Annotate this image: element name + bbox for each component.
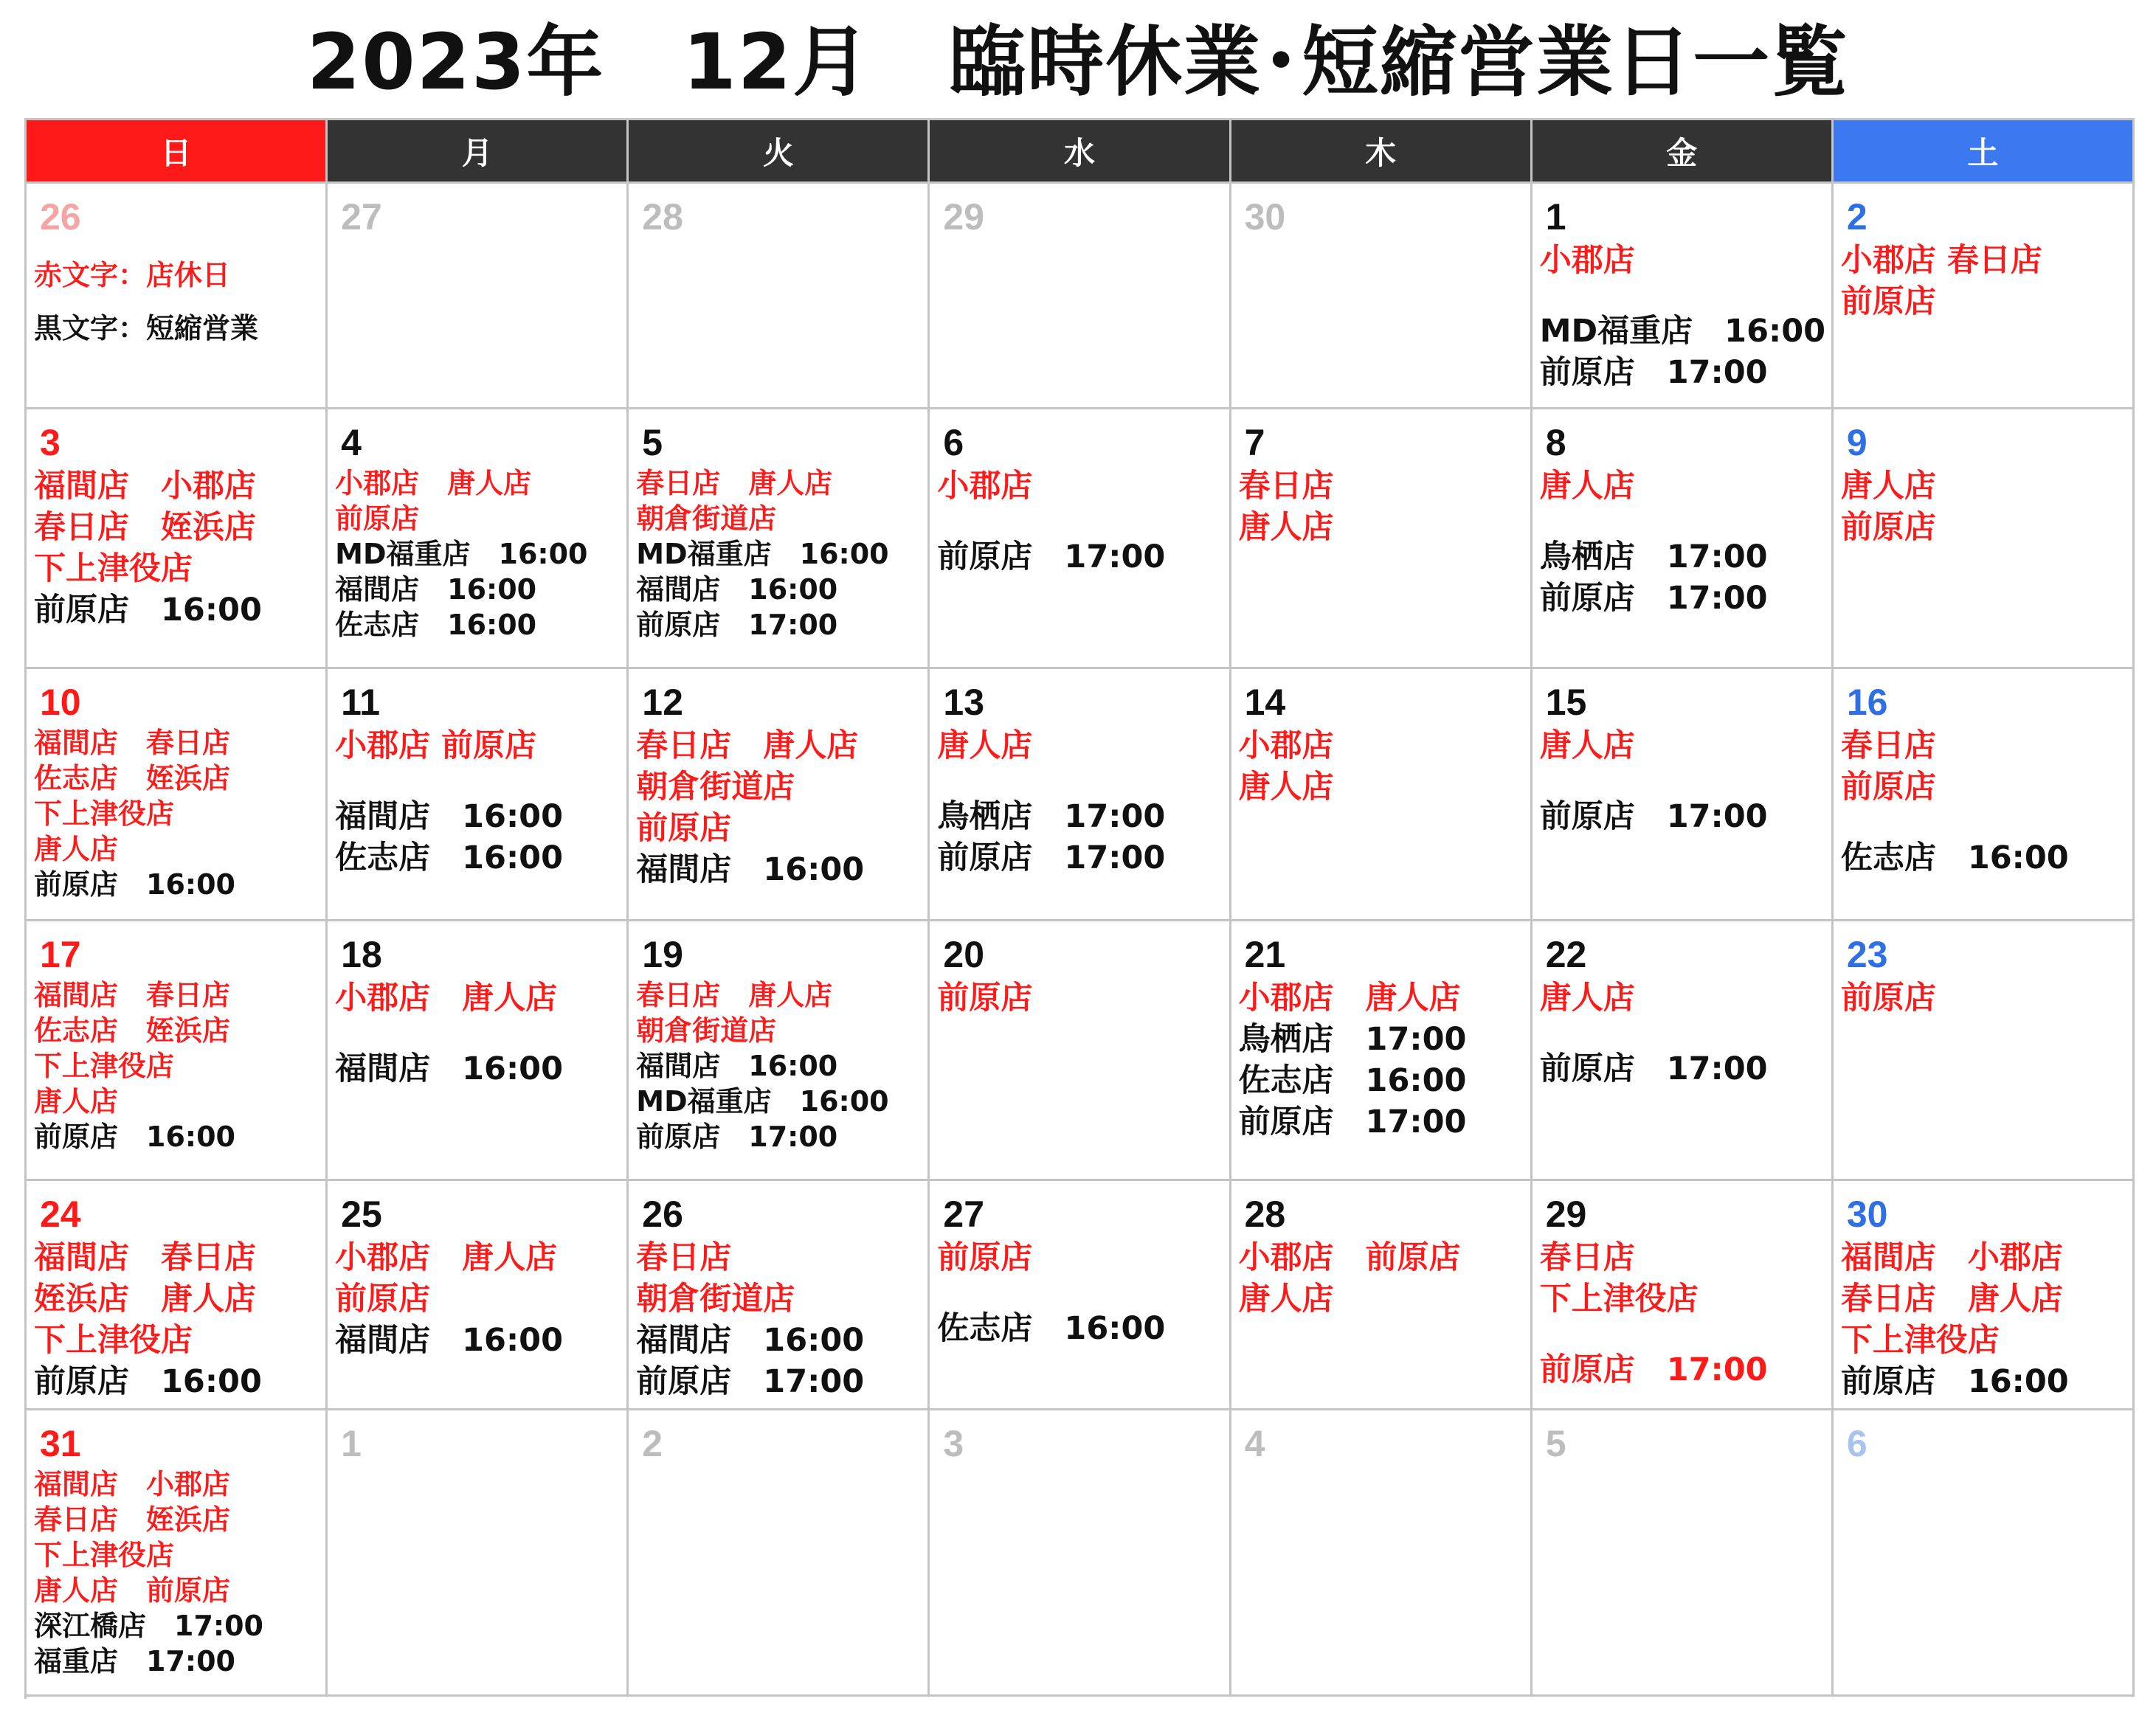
short-hours-text: 佐志店 16:00 — [937, 1310, 1166, 1347]
closed-stores-text: 赤文字：店休日 — [34, 259, 231, 291]
closed-stores-text: 唐人店 — [1840, 468, 1936, 505]
closed-stores-text: 唐人店 — [1238, 509, 1334, 546]
day-cell — [1533, 921, 1834, 1181]
closed-stores-text: 下上津役店 — [34, 1539, 175, 1571]
day-number: 29 — [1545, 1194, 1587, 1235]
spacer — [937, 507, 1229, 536]
day-cell — [1231, 409, 1533, 669]
closed-stores-text: 小郡店 — [1238, 727, 1334, 764]
short-hours-text: 佐志店 16:00 — [335, 609, 537, 641]
day-number: 13 — [943, 682, 985, 723]
weekday-header-friday: 金 — [1533, 120, 1834, 184]
closed-stores-text: 前原店 — [1840, 283, 1936, 320]
day-cell — [27, 1410, 328, 1697]
day-cell — [1231, 1181, 1533, 1410]
closed-stores-text: 福間店 小郡店 — [34, 468, 256, 505]
day-cell — [328, 1181, 629, 1410]
day-cell — [328, 409, 629, 669]
short-hours-text: 前原店 17:00 — [636, 1363, 865, 1400]
closed-stores-text: 前原店 — [1840, 980, 1936, 1017]
day-cell — [27, 669, 328, 921]
short-hours-text: 福間店 16:00 — [335, 573, 537, 606]
page-title: 2023年 12月 臨時休業･短縮営業日一覧 — [306, 17, 1850, 107]
closed-stores-text: 小郡店 — [937, 468, 1033, 505]
short-hours-text: 前原店 17:00 — [636, 609, 838, 641]
day-cell — [930, 409, 1231, 669]
calendar-grid — [24, 118, 2135, 1699]
day-number: 29 — [943, 196, 985, 238]
short-hours-text: 前原店 17:00 — [1539, 580, 1768, 617]
day-cell — [328, 921, 629, 1181]
day-number: 16 — [1846, 682, 1888, 723]
weekday-header-wednesday: 水 — [930, 120, 1231, 184]
short-hours-text: 前原店 17:00 — [1539, 798, 1768, 835]
spacer — [34, 240, 325, 257]
short-hours-text: 前原店 16:00 — [1840, 1363, 2069, 1400]
closed-stores-text: 佐志店 姪浜店 — [34, 1014, 231, 1047]
short-hours-text: MD福重店 16:00 — [1539, 313, 1826, 350]
day-number: 26 — [40, 196, 81, 238]
short-hours-text: 佐志店 16:00 — [1238, 1062, 1467, 1099]
closed-stores-text: 前原店 — [335, 1281, 431, 1317]
closed-stores-text: 小郡店 — [1539, 242, 1635, 279]
closed-stores-text: 佐志店 姪浜店 — [34, 762, 231, 794]
short-hours-text: MD福重店 16:00 — [636, 538, 889, 570]
day-cell — [1533, 184, 1834, 409]
closed-stores-text: 春日店 — [636, 1239, 732, 1276]
day-cell — [1834, 669, 2135, 921]
closed-stores-text: 小郡店 唐人店 — [335, 980, 558, 1017]
day-number: 23 — [1846, 934, 1888, 975]
day-cell — [1231, 184, 1533, 409]
day-cell — [930, 669, 1231, 921]
day-number: 1 — [341, 1423, 362, 1464]
spacer — [34, 293, 325, 311]
short-hours-text: 鳥栖店 17:00 — [937, 798, 1166, 835]
day-number: 26 — [642, 1194, 683, 1235]
short-hours-text: 福間店 16:00 — [335, 1322, 564, 1359]
closed-stores-text: 唐人店 — [1539, 980, 1635, 1017]
closed-stores-text: 朝倉街道店 — [636, 1281, 795, 1317]
day-number: 31 — [40, 1423, 81, 1464]
closed-stores-text: 春日店 姪浜店 — [34, 509, 256, 546]
short-hours-text: MD福重店 16:00 — [636, 1085, 889, 1118]
closed-stores-text: 下上津役店 — [34, 797, 175, 830]
day-cell — [1533, 409, 1834, 669]
weekday-header-monday: 月 — [328, 120, 629, 184]
day-number: 11 — [341, 682, 380, 723]
closed-stores-text: 唐人店 — [1238, 769, 1334, 806]
closed-stores-text: 下上津役店 — [34, 550, 193, 587]
closed-stores-text: 小郡店 前原店 — [335, 727, 537, 764]
day-number: 25 — [341, 1194, 382, 1235]
day-cell — [27, 409, 328, 669]
closed-stores-text: 春日店 唐人店 — [636, 727, 859, 764]
closed-stores-text: 福間店 春日店 — [34, 727, 231, 759]
day-number: 6 — [943, 422, 964, 463]
day-number: 27 — [943, 1194, 985, 1235]
day-cell — [1533, 1410, 1834, 1697]
closed-stores-text: 福間店 小郡店 — [1840, 1239, 2063, 1276]
day-cell — [930, 184, 1231, 409]
closed-stores-text: 前原店 — [1840, 769, 1936, 806]
day-number: 6 — [1846, 1423, 1868, 1464]
closed-stores-text: 福間店 春日店 — [34, 1239, 256, 1276]
short-hours-text: 前原店 16:00 — [34, 1363, 262, 1400]
spacer — [1540, 1320, 1831, 1349]
day-cell — [1231, 1410, 1533, 1697]
spacer — [937, 1278, 1229, 1308]
short-hours-text: 黒文字：短縮営業 — [34, 312, 259, 344]
closed-stores-text: 唐人店 前原店 — [34, 1574, 231, 1607]
day-number: 17 — [40, 934, 81, 975]
day-number: 2 — [1846, 196, 1868, 238]
short-hours-text: 鳥栖店 17:00 — [1238, 1021, 1467, 1058]
day-number: 28 — [642, 196, 683, 238]
day-number: 21 — [1244, 934, 1286, 975]
closed-stores-text: 唐人店 — [34, 833, 119, 865]
short-hours-text: MD福重店 16:00 — [335, 538, 588, 570]
closed-stores-text: 朝倉街道店 — [636, 502, 777, 535]
spacer — [1540, 281, 1831, 311]
closed-stores-text: 唐人店 — [34, 1085, 119, 1118]
closed-stores-text: 前原店 — [937, 1239, 1033, 1276]
day-cell — [1834, 184, 2135, 409]
closed-stores-text: 唐人店 — [1539, 727, 1635, 764]
closed-stores-text: 前原店 — [937, 980, 1033, 1017]
spacer — [1841, 808, 2132, 837]
short-hours-text: 佐志店 16:00 — [335, 839, 564, 876]
day-cell — [1533, 669, 1834, 921]
closed-stores-text: 春日店 唐人店 — [1840, 1281, 2063, 1317]
day-number: 27 — [341, 196, 382, 238]
closed-stores-text: 唐人店 — [1539, 468, 1635, 505]
day-cell — [629, 184, 930, 409]
spacer — [1540, 766, 1831, 796]
short-hours-text: 福間店 16:00 — [335, 1050, 564, 1087]
day-cell — [629, 669, 930, 921]
day-number: 15 — [1545, 682, 1587, 723]
day-number: 1 — [1545, 196, 1566, 238]
spacer — [1540, 1019, 1831, 1048]
day-number: 28 — [1244, 1194, 1286, 1235]
day-number: 30 — [1244, 196, 1286, 238]
short-hours-text: 前原店 16:00 — [34, 868, 235, 901]
day-cell — [629, 1181, 930, 1410]
day-cell — [328, 184, 629, 409]
closed-stores-text: 下上津役店 — [34, 1050, 175, 1082]
day-cell — [1834, 921, 2135, 1181]
day-cell — [930, 1410, 1231, 1697]
short-hours-text: 福重店 17:00 — [34, 1645, 235, 1677]
day-cell — [629, 409, 930, 669]
closed-stores-text: 下上津役店 — [1840, 1322, 2000, 1359]
short-hours-text: 前原店 17:00 — [636, 1121, 838, 1153]
short-hours-text: 前原店 17:00 — [937, 839, 1166, 876]
spacer — [1540, 507, 1831, 536]
closed-stores-text: 福間店 春日店 — [34, 979, 231, 1011]
closed-stores-text: 小郡店 春日店 — [1840, 242, 2042, 279]
closed-stores-text: 春日店 — [1238, 468, 1334, 505]
day-number: 2 — [642, 1423, 663, 1464]
closed-stores-text: 小郡店 唐人店 — [1238, 980, 1461, 1017]
short-hours-text: 鳥栖店 17:00 — [1539, 539, 1768, 575]
day-number: 22 — [1545, 934, 1587, 975]
weekday-header-sunday: 日 — [27, 120, 328, 184]
closed-stores-text: 春日店 — [1840, 727, 1936, 764]
closed-stores-text: 春日店 唐人店 — [636, 467, 833, 499]
weekday-header-thursday: 木 — [1231, 120, 1533, 184]
closed-stores-text: 下上津役店 — [1539, 1281, 1699, 1317]
day-number: 20 — [943, 934, 985, 975]
closed-stores-text: 朝倉街道店 — [636, 1014, 777, 1047]
day-cell — [1231, 669, 1533, 921]
day-cell — [328, 669, 629, 921]
day-cell — [930, 921, 1231, 1181]
weekday-header-saturday: 土 — [1834, 120, 2135, 184]
day-number: 18 — [341, 934, 382, 975]
short-hours-text: 佐志店 16:00 — [1840, 839, 2069, 876]
short-hours-text: 福間店 16:00 — [636, 573, 838, 606]
day-number: 12 — [642, 682, 683, 723]
short-hours-text: 福間店 16:00 — [636, 851, 865, 888]
closed-stores-text: 唐人店 — [937, 727, 1033, 764]
day-cell — [27, 921, 328, 1181]
closed-stores-text: 前原店 — [1840, 509, 1936, 546]
short-hours-text: 前原店 16:00 — [34, 1121, 235, 1153]
closed-stores-text: 姪浜店 唐人店 — [34, 1281, 256, 1317]
day-number: 7 — [1244, 422, 1265, 463]
day-number: 30 — [1846, 1194, 1888, 1235]
short-hours-text: 前原店 17:00 — [1539, 354, 1768, 391]
short-hours-text: 前原店 17:00 — [1539, 1050, 1768, 1087]
day-cell — [1834, 1181, 2135, 1410]
day-number: 8 — [1545, 422, 1566, 463]
closed-stores-text: 春日店 姪浜店 — [34, 1503, 231, 1536]
short-hours-text: 福間店 16:00 — [335, 798, 564, 835]
closed-stores-text: 前原店 — [636, 810, 732, 847]
weekday-header-tuesday: 火 — [629, 120, 930, 184]
closed-stores-text: 春日店 唐人店 — [636, 979, 833, 1011]
spacer — [335, 1019, 626, 1048]
day-cell — [1533, 1181, 1834, 1410]
day-cell — [629, 921, 930, 1181]
day-number: 24 — [40, 1194, 81, 1235]
day-number: 4 — [1244, 1423, 1265, 1464]
spacer — [937, 766, 1229, 796]
day-number: 10 — [40, 682, 81, 723]
short-hours-text: 深江橋店 17:00 — [34, 1610, 263, 1642]
closed-stores-text: 小郡店 唐人店 — [335, 1239, 558, 1276]
day-number: 5 — [642, 422, 663, 463]
day-cell — [328, 1410, 629, 1697]
short-hours-text: 福間店 16:00 — [636, 1050, 838, 1082]
day-cell — [1834, 1410, 2135, 1697]
short-hours-text: 前原店 17:00 — [1238, 1104, 1467, 1140]
day-cell — [1231, 921, 1533, 1181]
day-cell — [27, 1181, 328, 1410]
closed-stores-text: 前原店 — [335, 502, 420, 535]
closed-stores-text: 朝倉街道店 — [636, 769, 795, 806]
day-number: 19 — [642, 934, 683, 975]
closed-stores-text: 唐人店 — [1238, 1281, 1334, 1317]
closed-stores-text: 前原店 17:00 — [1539, 1351, 1768, 1388]
closed-stores-text: 春日店 — [1539, 1239, 1635, 1276]
day-number: 14 — [1244, 682, 1286, 723]
day-number: 3 — [40, 422, 61, 463]
day-number: 9 — [1846, 422, 1868, 463]
closed-stores-text: 下上津役店 — [34, 1322, 193, 1359]
day-cell — [1834, 409, 2135, 669]
day-number: 5 — [1545, 1423, 1566, 1464]
day-number: 3 — [943, 1423, 964, 1464]
short-hours-text: 前原店 16:00 — [34, 592, 262, 629]
short-hours-text: 福間店 16:00 — [636, 1322, 865, 1359]
short-hours-text: 前原店 17:00 — [937, 539, 1166, 575]
day-cell — [930, 1181, 1231, 1410]
closed-stores-text: 福間店 小郡店 — [34, 1468, 231, 1500]
day-cell — [27, 184, 328, 409]
closed-stores-text: 小郡店 前原店 — [1238, 1239, 1461, 1276]
spacer — [335, 766, 626, 796]
day-number: 4 — [341, 422, 362, 463]
closed-stores-text: 小郡店 唐人店 — [335, 467, 532, 499]
day-cell — [629, 1410, 930, 1697]
